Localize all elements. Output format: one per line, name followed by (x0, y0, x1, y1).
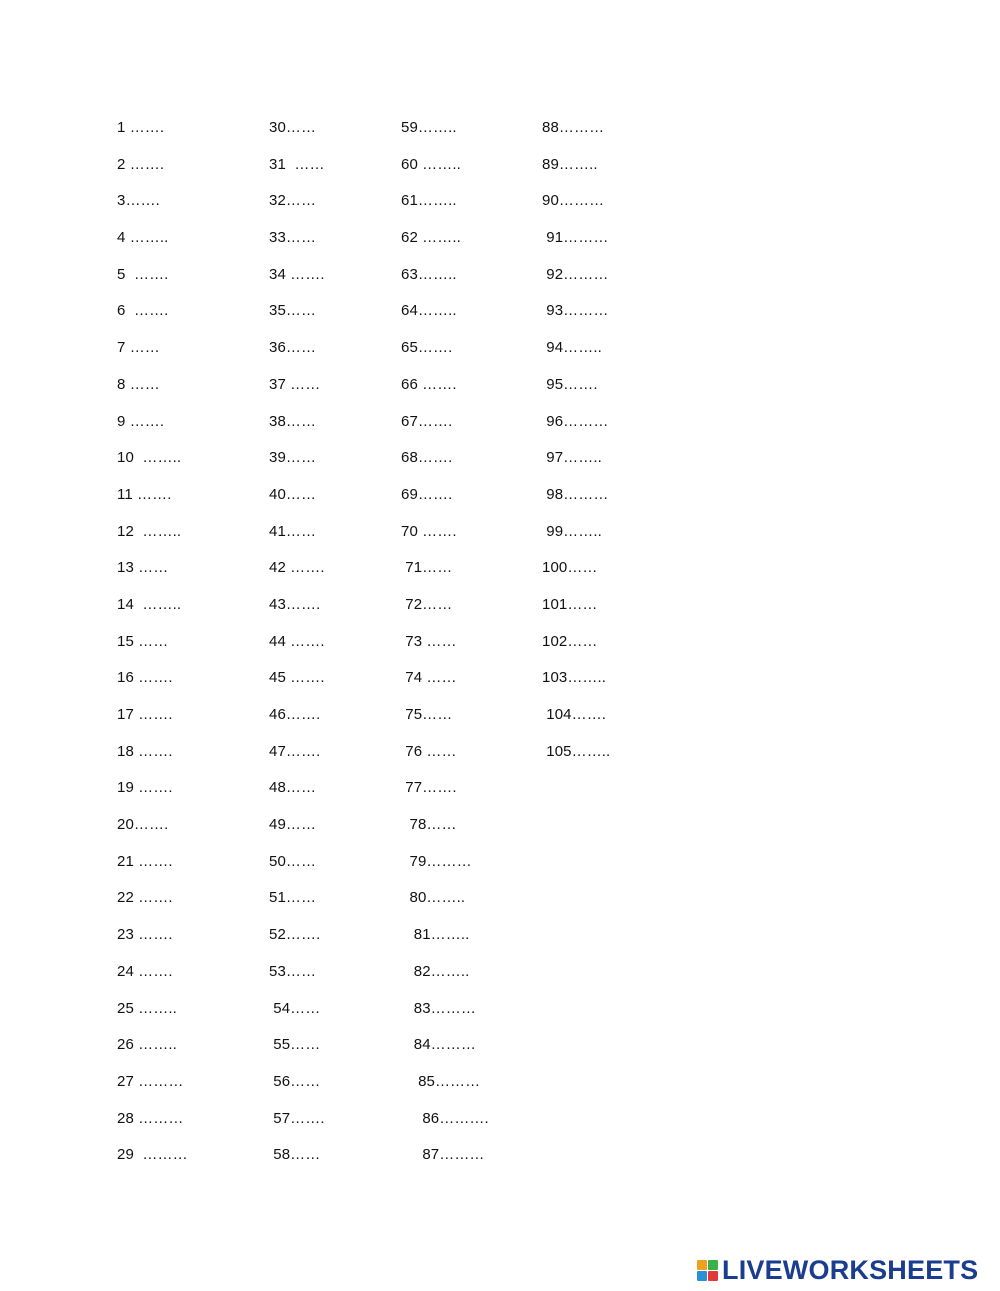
answer-line-27[interactable]: 27 ……… (117, 1072, 184, 1090)
answer-line-52[interactable]: 52……. (269, 926, 321, 944)
answer-line-49[interactable]: 49…… (269, 816, 317, 834)
answer-line-97[interactable]: 97…….. (542, 449, 602, 467)
answer-line-66[interactable]: 66 ……. (401, 375, 457, 393)
answer-line-93[interactable]: 93……… (542, 302, 609, 320)
answer-line-80[interactable]: 80…….. (401, 889, 466, 907)
answer-line-57[interactable]: 57……. (269, 1109, 325, 1127)
answer-line-22[interactable]: 22 ……. (117, 889, 173, 907)
answer-column-3 (401, 118, 489, 1182)
answer-line-56[interactable]: 56…… (269, 1072, 321, 1090)
answer-line-91[interactable]: 91……… (542, 229, 609, 247)
answer-line-3[interactable]: 3……. (117, 192, 160, 210)
answer-line-92[interactable]: 92……… (542, 265, 609, 283)
answer-line-11[interactable]: 11 ……. (117, 485, 172, 503)
logo-mark-square-e (708, 1271, 718, 1281)
answer-line-67[interactable]: 67……. (401, 412, 453, 430)
answer-line-71[interactable]: 71…… (401, 559, 453, 577)
answer-line-33[interactable]: 33…… (269, 229, 317, 247)
answer-line-94[interactable]: 94…….. (542, 339, 602, 357)
answer-line-17[interactable]: 17 ……. (117, 706, 173, 723)
answer-line-68[interactable]: 68……. (401, 449, 453, 467)
logo-mark-square-v (697, 1271, 707, 1281)
answer-line-99[interactable]: 99…….. (542, 522, 602, 540)
answer-line-75[interactable]: 75…… (401, 706, 453, 723)
answer-line-76[interactable]: 76 …… (401, 742, 457, 760)
answer-line-100[interactable]: 100…… (542, 559, 598, 577)
answer-line-7[interactable]: 7 …… (117, 339, 160, 357)
answer-line-16[interactable]: 16 ……. (117, 669, 173, 687)
answer-line-38[interactable]: 38…… (269, 412, 317, 430)
answer-line-82[interactable]: 82…….. (401, 962, 470, 980)
answer-line-19[interactable]: 19 ……. (117, 779, 173, 797)
answer-line-51[interactable]: 51…… (269, 889, 317, 907)
answer-line-87[interactable]: 87……… (401, 1146, 485, 1164)
answer-line-10[interactable]: 10 …….. (117, 449, 182, 467)
answer-line-90[interactable]: 90……… (542, 192, 605, 210)
answer-line-44[interactable]: 44 ……. (269, 632, 325, 650)
answer-line-42[interactable]: 42 ……. (269, 559, 325, 577)
answer-line-104[interactable]: 104……. (542, 706, 607, 723)
answer-line-39[interactable]: 39…… (269, 449, 317, 467)
answer-line-28[interactable]: 28 ……… (117, 1109, 184, 1127)
answer-line-23[interactable]: 23 ……. (117, 926, 173, 944)
answer-line-101[interactable]: 101…… (542, 595, 598, 613)
answer-line-47[interactable]: 47……. (269, 742, 321, 760)
answer-line-61[interactable]: 61…….. (401, 192, 457, 210)
answer-line-54[interactable]: 54…… (269, 999, 321, 1017)
answer-line-26[interactable]: 26 …….. (117, 1036, 177, 1054)
answer-line-8[interactable]: 8 …… (117, 375, 160, 393)
answer-line-48[interactable]: 48…… (269, 779, 317, 797)
logo-text: LIVEWORKSHEETS (722, 1255, 979, 1285)
answer-line-2[interactable]: 2 ……. (117, 155, 165, 173)
answer-line-63[interactable]: 63…….. (401, 265, 457, 283)
answer-line-9[interactable]: 9 ……. (117, 412, 165, 430)
answer-line-62[interactable]: 62 …….. (401, 229, 461, 247)
answer-line-74[interactable]: 74 …… (401, 669, 457, 687)
answer-line-81[interactable]: 81…….. (401, 926, 470, 944)
answer-line-105[interactable]: 105…….. (542, 742, 611, 760)
answer-line-15[interactable]: 15 …… (117, 632, 169, 650)
answer-line-25[interactable]: 25 …….. (117, 999, 177, 1017)
logo-mark-icon (697, 1260, 718, 1281)
answer-line-98[interactable]: 98……… (542, 485, 609, 503)
answer-line-29[interactable]: 29 ……… (117, 1146, 188, 1164)
answer-line-79[interactable]: 79……… (401, 852, 472, 870)
answer-line-32[interactable]: 32…… (269, 192, 317, 210)
liveworksheets-logo (697, 1256, 978, 1284)
answer-line-103[interactable]: 103…….. (542, 669, 607, 687)
answer-line-18[interactable]: 18 ……. (117, 742, 173, 760)
answer-line-95[interactable]: 95……. (542, 375, 598, 393)
logo-mark-square-i (708, 1260, 718, 1270)
answer-line-89[interactable]: 89…….. (542, 155, 598, 173)
answer-line-86[interactable]: 86………. (401, 1109, 489, 1127)
answer-line-37[interactable]: 37 …… (269, 375, 321, 393)
answer-line-14[interactable]: 14 …….. (117, 595, 182, 613)
answer-line-21[interactable]: 21 ……. (117, 852, 173, 870)
answer-line-43[interactable]: 43……. (269, 595, 321, 613)
answer-line-36[interactable]: 36…… (269, 339, 317, 357)
answer-column-2 (269, 118, 325, 1182)
answer-line-1[interactable]: 1 ……. (117, 119, 165, 136)
answer-line-55[interactable]: 55…… (269, 1036, 321, 1054)
answer-line-69[interactable]: 69……. (401, 485, 453, 503)
answer-line-34[interactable]: 34 ……. (269, 265, 325, 283)
answer-line-30[interactable]: 30…… (269, 119, 317, 136)
answer-line-78[interactable]: 78…… (401, 816, 457, 834)
answer-line-59[interactable]: 59…….. (401, 119, 457, 136)
answer-line-65[interactable]: 65……. (401, 339, 453, 357)
answer-line-70[interactable]: 70 ……. (401, 522, 457, 540)
answer-line-85[interactable]: 85……… (401, 1072, 481, 1090)
answer-line-4[interactable]: 4 …….. (117, 229, 169, 247)
answer-line-83[interactable]: 83……… (401, 999, 476, 1017)
answer-line-35[interactable]: 35…… (269, 302, 317, 320)
answer-line-84[interactable]: 84……… (401, 1036, 476, 1054)
answer-line-58[interactable]: 58…… (269, 1146, 321, 1164)
answer-line-53[interactable]: 53…… (269, 962, 317, 980)
answer-line-77[interactable]: 77……. (401, 779, 457, 797)
answer-line-60[interactable]: 60 …….. (401, 155, 461, 173)
answer-line-31[interactable]: 31 …… (269, 155, 325, 173)
answer-line-46[interactable]: 46……. (269, 706, 321, 723)
answer-line-96[interactable]: 96……… (542, 412, 609, 430)
answer-line-41[interactable]: 41…… (269, 522, 317, 540)
answer-line-50[interactable]: 50…… (269, 852, 317, 870)
logo-mark-square-l (697, 1260, 707, 1270)
answer-line-40[interactable]: 40…… (269, 485, 317, 503)
answer-line-88[interactable]: 88……… (542, 119, 605, 136)
answer-line-5[interactable]: 5 ……. (117, 265, 169, 283)
answer-line-20[interactable]: 20……. (117, 816, 169, 834)
answer-column-4 (542, 118, 610, 778)
answer-line-73[interactable]: 73 …… (401, 632, 457, 650)
answer-line-24[interactable]: 24 ……. (117, 962, 173, 980)
answer-line-13[interactable]: 13 …… (117, 559, 169, 577)
answer-line-6[interactable]: 6 ……. (117, 302, 169, 320)
answer-line-72[interactable]: 72…… (401, 595, 453, 613)
answer-line-102[interactable]: 102…… (542, 632, 598, 650)
answer-column-1 (117, 118, 188, 1182)
answer-line-12[interactable]: 12 …….. (117, 522, 182, 540)
answer-line-45[interactable]: 45 ……. (269, 669, 325, 687)
answer-line-64[interactable]: 64…….. (401, 302, 457, 320)
